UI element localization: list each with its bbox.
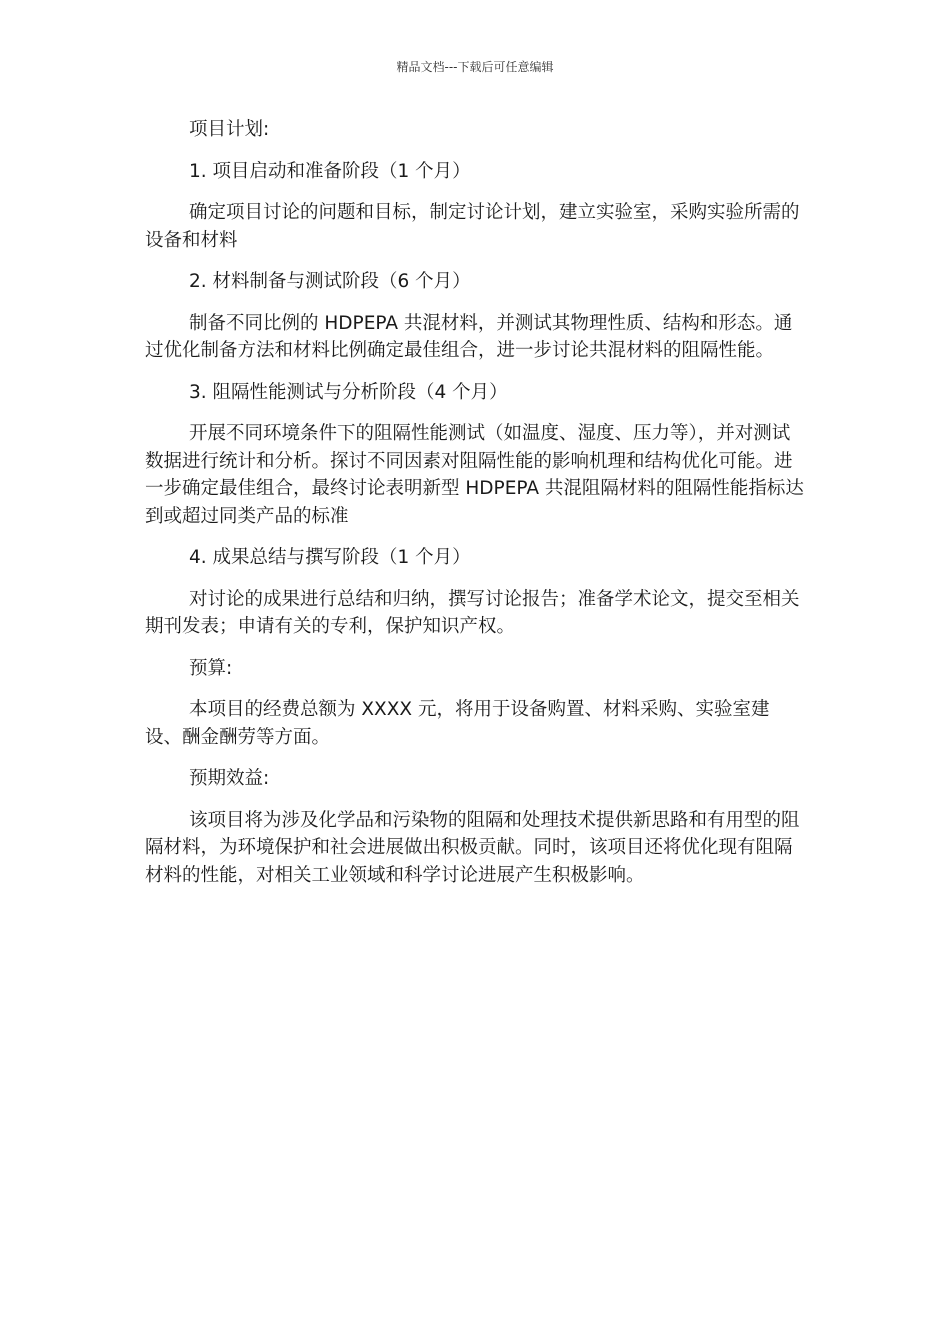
phase-4-body: 对讨论的成果进行总结和归纳，撰写讨论报告；准备学术论文，提交至相关期刊发表；申请有关的专利，保护知识产权。 [145, 588, 800, 637]
page-header: 精品文档---下载后可任意编辑 [396, 60, 554, 74]
section-heading-plan: 项目计划: [189, 119, 270, 140]
section-heading-budget: 预算: [189, 657, 233, 679]
section-heading-benefits: 预期效益: [189, 768, 270, 789]
document-body [145, 116, 805, 903]
phase-1-heading: 1. 项目启动和准备阶段（1 个月） [189, 160, 471, 182]
benefits-body: 该项目将为涉及化学品和污染物的阻隔和处理技术提供新思路和有用型的阻隔材料，为环境保护和社会进展做出积极贡献。同时，该项目还将优化现有阻隔材料的性能，对相关工业领域和科学讨论进展产生积极影响。 [145, 809, 800, 886]
phase-2-heading: 2. 材料制备与测试阶段（6 个月） [189, 271, 471, 292]
phase-3-body: 开展不同环境条件下的阻隔性能测试（如温度、湿度、压力等），并对测试数据进行统计和分析。探讨不同因素对阻隔性能的影响机理和结构优化可能。进一步确定最佳组合，最终讨论表明新型 HDPEPA 共混阻隔材料的阻隔性能指标达到或超过同类产品的标准 [145, 423, 804, 527]
budget-body: 本项目的经费总额为 XXXX 元，将用于设备购置、材料采购、实验室建设、酬金酬劳等方面。 [145, 699, 770, 748]
phase-2-body: 制备不同比例的 HDPEPA 共混材料，并测试其物理性质、结构和形态。通过优化制备方法和材料比例确定最佳组合，进一步讨论共混材料的阻隔性能。 [145, 312, 793, 361]
phase-1-body: 确定项目讨论的问题和目标，制定讨论计划，建立实验室，采购实验所需的设备和材料 [145, 202, 800, 251]
phase-3-heading: 3. 阻隔性能测试与分析阶段（4 个月） [189, 381, 508, 403]
phase-4-heading: 4. 成果总结与撰写阶段（1 个月） [189, 547, 471, 568]
